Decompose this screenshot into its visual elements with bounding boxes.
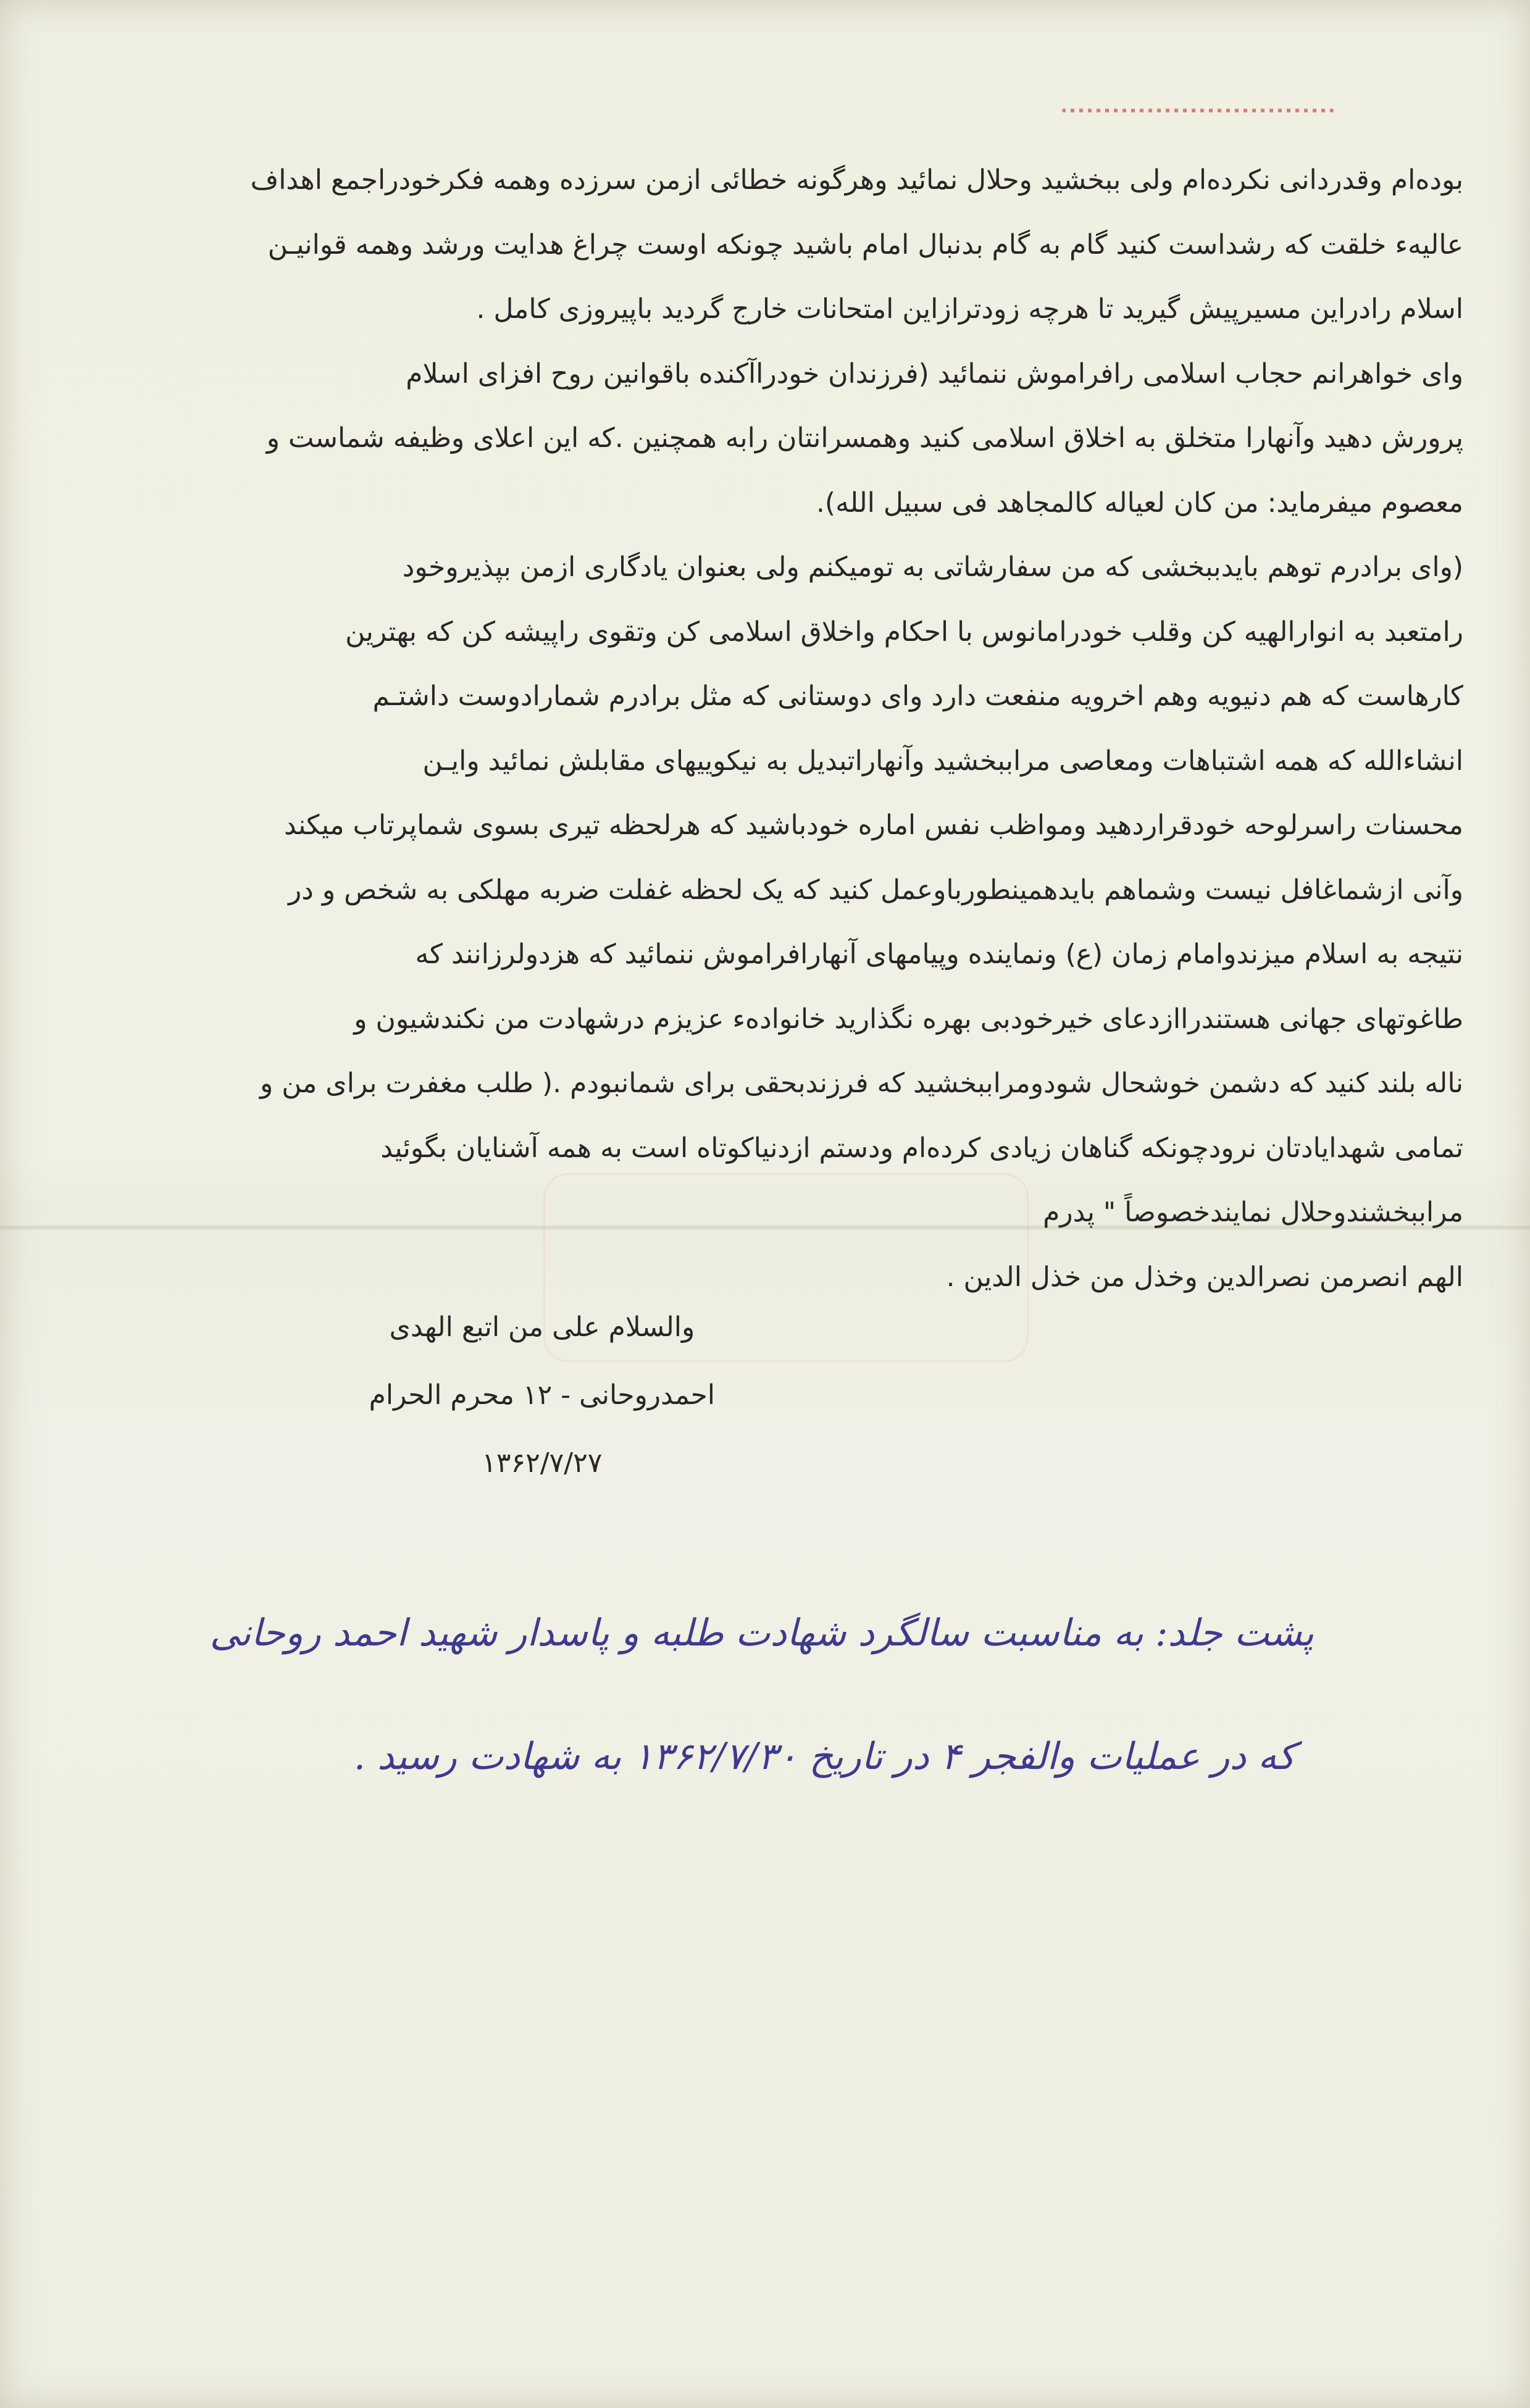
letter-closing: [369, 1294, 715, 1497]
handwritten-note-line-2: که در عملیات والفجر ۴ در تاریخ ۱۳۶۲/۷/۳۰ به شهادت رسید .: [353, 1735, 1295, 1778]
letter-line: تمامی شهدایادتان نرودچونکه گناهان زیادی کرده‌ام ودستم ازدنیاکوتاه است به همه آشنایان بگوئید: [380, 1132, 1463, 1164]
letter-line: مراببخشندوحلال نمایندخصوصاً " پدرم: [1043, 1197, 1463, 1228]
letter-line: نتیجه به اسلام میزندوامام زمان (ع) ونماینده وپیامهای آنهارافراموش ننمائید که هزدولرزانند که: [415, 939, 1463, 970]
letter-line: وآنی ازشماغافل نیست وشماهم بایدهمینطورباوعمل کنید که یک لحظه غفلت ضربه مهلکی به شخص و در: [288, 874, 1463, 906]
letter-line: بوده‌ام وقدردانی نکرده‌ام ولی ببخشید وحلال نمائید وهرگونه خطائی ازمن سرزده وهمه فکرخودراجمع اهداف: [250, 164, 1463, 196]
letter-line: معصوم میفرماید: من کان لعیاله کالمجاهد فی سبیل الله).: [816, 487, 1463, 519]
red-printed-border: [1062, 109, 1334, 112]
letter-line: رامتعبد به انوارالهیه کن وقلب خودرامانوس با احکام واخلاق اسلامی کن وتقوی راپیشه کن که بهترین: [345, 616, 1463, 648]
letter-line: (وای برادرم توهم بایدببخشی که من سفارشاتی به تومیکنم ولی بعنوان یادگاری ازمن بپذیروخود: [402, 551, 1463, 583]
closing-salutation: والسلام علی من اتبع الهدی: [389, 1311, 695, 1343]
letter-line: اسلام رادراین مسیرپیش گیرید تا هرچه زودترازاین امتحانات خارج گردید باپیروزی کامل .: [476, 293, 1463, 325]
letter-line: طاغوتهای جهانی هستندراازدعای خیرخودبی بهره نگذارید خانواده‌ء عزیزم درشهادت من نکندشیون و: [354, 1003, 1463, 1035]
letter-line: انشاءالله که همه اشتباهات ومعاصی مراببخشید وآنهاراتبدیل به نیکوییهای مقابلش نمائید وایـن: [422, 745, 1463, 777]
letter-line: الهم انصرمن نصرالدین وخذل من خذل الدین .: [946, 1261, 1463, 1293]
letter-line: ناله بلند کنید که دشمن خوشحال شودومراببخشید که فرزندبحقی برای شمانبودم .( طلب مغفرت برای من و: [260, 1068, 1463, 1099]
letter-line: وای خواهرانم حجاب اسلامی رافراموش ننمائید (فرزندان خودراآکنده باقوانین روح افزای اسلام: [406, 357, 1463, 390]
letter-line: محسنات راسرلوحه خودقراردهید ومواظب نفس اماره خودباشید که هرلحظه تیری بسوی شماپرتاب میکند: [284, 809, 1463, 841]
signature: احمدروحانی - ۱۲ محرم الحرام: [369, 1379, 715, 1411]
letter-line: عالیه‌ء خلقت که رشداست کنید گام به گام بدنبال امام باشید چونکه اوست چراغ هدایت ورشد وهمه قوانیـن: [267, 228, 1463, 261]
letter-date: ۱۳۶۲/۷/۲۷: [482, 1447, 603, 1479]
letter-line: پرورش دهید وآنهارا متخلق به اخلاق اسلامی کنید وهمسرانتان رابه همچنین .که این اعلای وظیفه شماست و: [266, 422, 1463, 454]
handwritten-note-line-1: پشت جلد: به مناسبت سالگرد شهادت طلبه و پاسدار شهید احمد روحانی: [209, 1612, 1314, 1655]
letter-line: کارهاست که هم دنیویه وهم اخرویه منفعت دارد وای دوستانی که مثل برادرم شمارادوست داشتـم: [372, 680, 1463, 712]
letter-body: [62, 148, 1463, 1310]
